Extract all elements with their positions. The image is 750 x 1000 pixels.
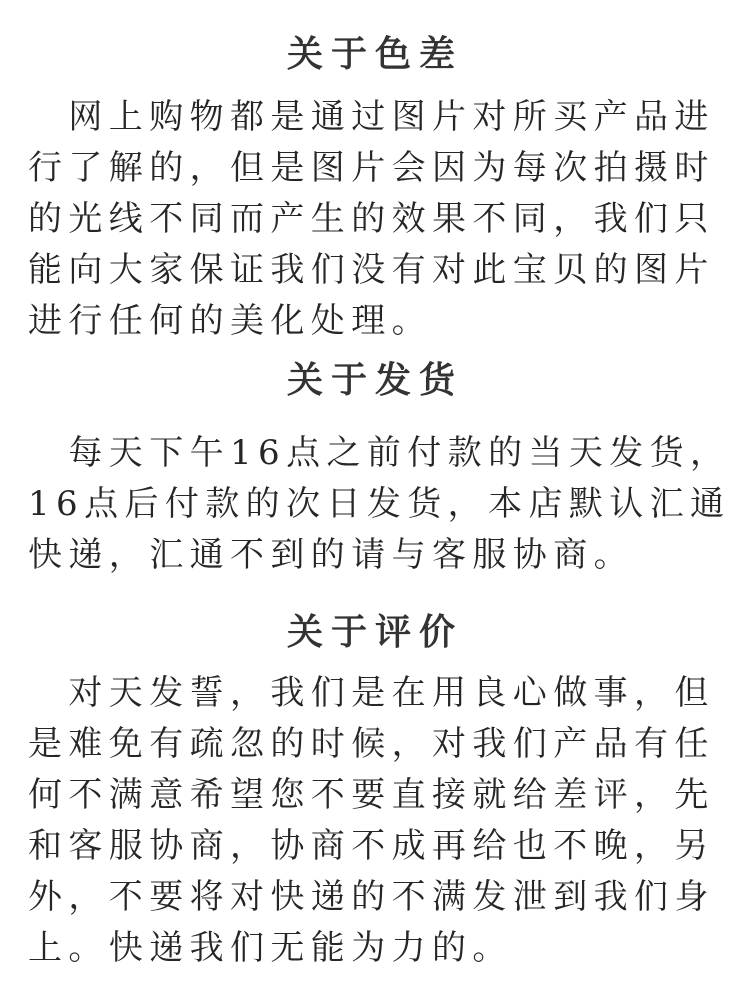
section-title-color-difference: 关于色差 bbox=[286, 33, 463, 75]
text-line: 能向大家保证我们没有对此宝贝的图片 bbox=[28, 250, 715, 290]
text-line: 和客服协商，协商不成再给也不晚，另 bbox=[28, 826, 715, 866]
text-line: 快递，汇通不到的请与客服协商。 bbox=[28, 535, 634, 575]
section-title-reviews: 关于评价 bbox=[286, 611, 463, 653]
text-line: 何不满意希望您不要直接就给差评，先 bbox=[28, 775, 715, 815]
text-line: 外，不要将对快递的不满发泄到我们身 bbox=[28, 877, 715, 917]
section-title-shipping: 关于发货 bbox=[286, 359, 463, 401]
text-line: 16点后付款的次日发货，本店默认汇通 bbox=[28, 484, 731, 524]
section-body-color-difference bbox=[28, 92, 724, 347]
text-line: 上。快递我们无能为力的。 bbox=[28, 928, 513, 968]
text-line: 的光线不同而产生的效果不同，我们只 bbox=[28, 199, 715, 239]
text-line: 是难免有疏忽的时候，对我们产品有任 bbox=[28, 724, 715, 764]
section-body-shipping bbox=[28, 428, 731, 581]
text-line: 对天发誓，我们是在用良心做事，但 bbox=[28, 673, 715, 713]
text-line: 每天下午16点之前付款的当天发货， bbox=[28, 433, 731, 473]
text-line: 网上购物都是通过图片对所买产品进 bbox=[28, 97, 715, 137]
text-line: 行了解的，但是图片会因为每次拍摄时 bbox=[28, 148, 715, 188]
text-line: 进行任何的美化处理。 bbox=[28, 301, 432, 341]
section-body-reviews bbox=[28, 668, 724, 974]
